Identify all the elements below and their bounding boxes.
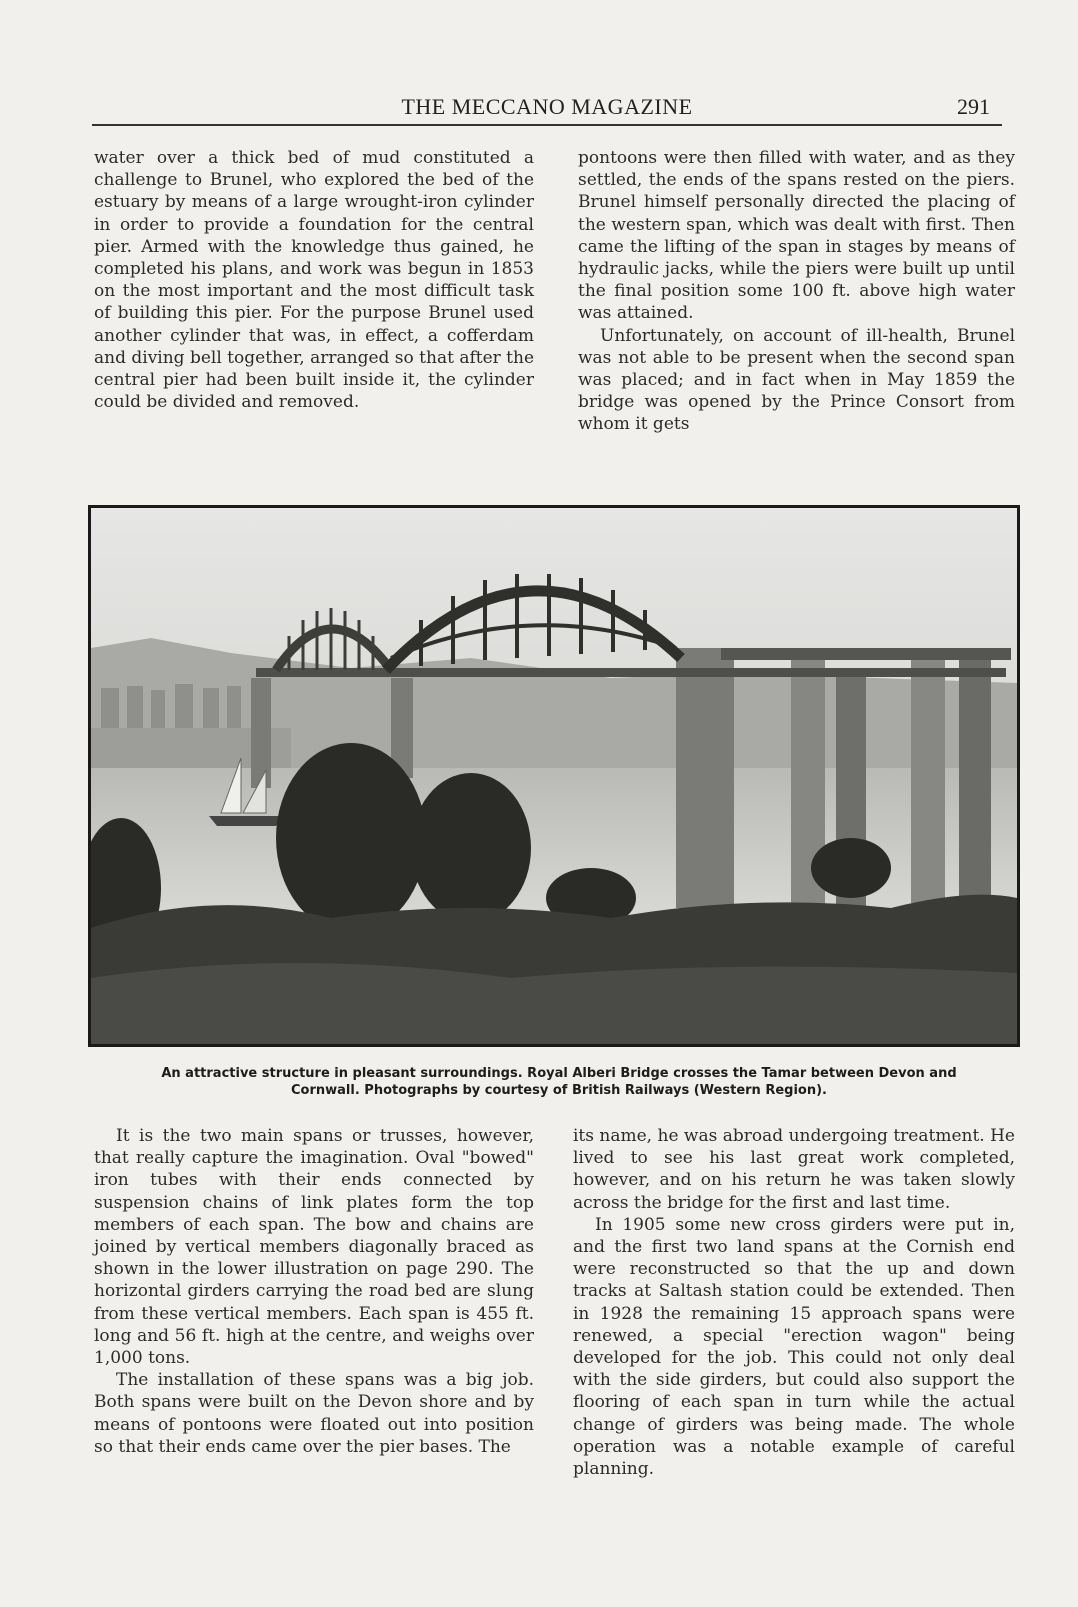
approach-deck xyxy=(721,648,1011,660)
paragraph: In 1905 some new cross girders were put in, and the first two land spans at the Cornish end were reconstructed so that the up and down tracks at Saltash station could be extended. Then in 1928 the remaining 15 approach spans were renewed, a special "erection wagon" being developed for the job. This could not only deal with the side girders, but could also support the flooring of each span in turn while the actual change of girders was being made. The whole operation was a notable example of careful planning. xyxy=(573,1214,1015,1480)
page-number: 291 xyxy=(957,94,990,119)
page-header xyxy=(92,94,1002,126)
column-bottom-left xyxy=(94,1125,534,1458)
figure-caption xyxy=(86,1065,1032,1099)
paragraph: Unfortunately, on account of ill-health, Brunel was not able to be present when the second span was placed; and in fact when in May 1859 the bridge was opened by the Prince Consort from whom it gets xyxy=(578,325,1015,435)
magazine-title: THE MECCANO MAGAZINE xyxy=(401,94,693,119)
bridge-photo-illustration xyxy=(91,508,1017,1044)
paragraph: pontoons were then filled with water, and as they settled, the ends of the spans rested on the piers. Brunel himself personally directed the placing of the western span, which was dealt with first. Then came the lifting of the span in stages by means of hydraulic jacks, while the piers were built up until the final position some 100 ft. above high water was attained. xyxy=(578,148,1015,324)
foreground-grass xyxy=(91,963,1017,1044)
caption-line-1: An attractive structure in pleasant surroundings. Royal Alberi Bridge crosses the Tamar between Devon and xyxy=(161,1066,957,1081)
column-top-left xyxy=(94,147,534,413)
paragraph: its name, he was abroad undergoing treatment. He lived to see his last great work completed, however, and on his return he was taken slowly across the bridge for the first and last time. xyxy=(573,1126,1015,1213)
caption-line-2: Cornwall. Photographs by courtesy of British Railways (Western Region). xyxy=(291,1083,827,1098)
paragraph: It is the two main spans or trusses, however, that really capture the imagination. Oval "bowed" iron tubes with their ends connected by suspension chains of link plates form the top members of each span. The bow and chains are joined by vertical members diagonally braced as shown in the lower illustration on page 290. The horizontal girders carrying the road bed are slung from these vertical members. Each span is 455 ft. long and 56 ft. high at the centre, and weighs over 1,000 tons. xyxy=(94,1126,534,1369)
column-top-right xyxy=(578,147,1015,436)
paragraph: The installation of these spans was a big job. Both spans were built on the Devon shore and by means of pontoons were floated out into position so that their ends came over the pier bases. The xyxy=(94,1370,534,1457)
bridge-photograph xyxy=(88,505,1020,1047)
paragraph: water over a thick bed of mud constituted a challenge to Brunel, who explored the bed of the estuary by means of a large wrought-iron cylinder in order to provide a foundation for the central pier. Armed with the knowledge thus gained, he completed his plans, and work was begun in 1853 on the most important and the most difficult task of building this pier. For the purpose Brunel used another cylinder that was, in effect, a cofferdam and diving bell together, arranged so that after the central pier had been built inside it, the cylinder could be divided and removed. xyxy=(94,148,535,413)
bridge-deck xyxy=(256,668,1006,677)
column-bottom-right xyxy=(573,1125,1015,1480)
